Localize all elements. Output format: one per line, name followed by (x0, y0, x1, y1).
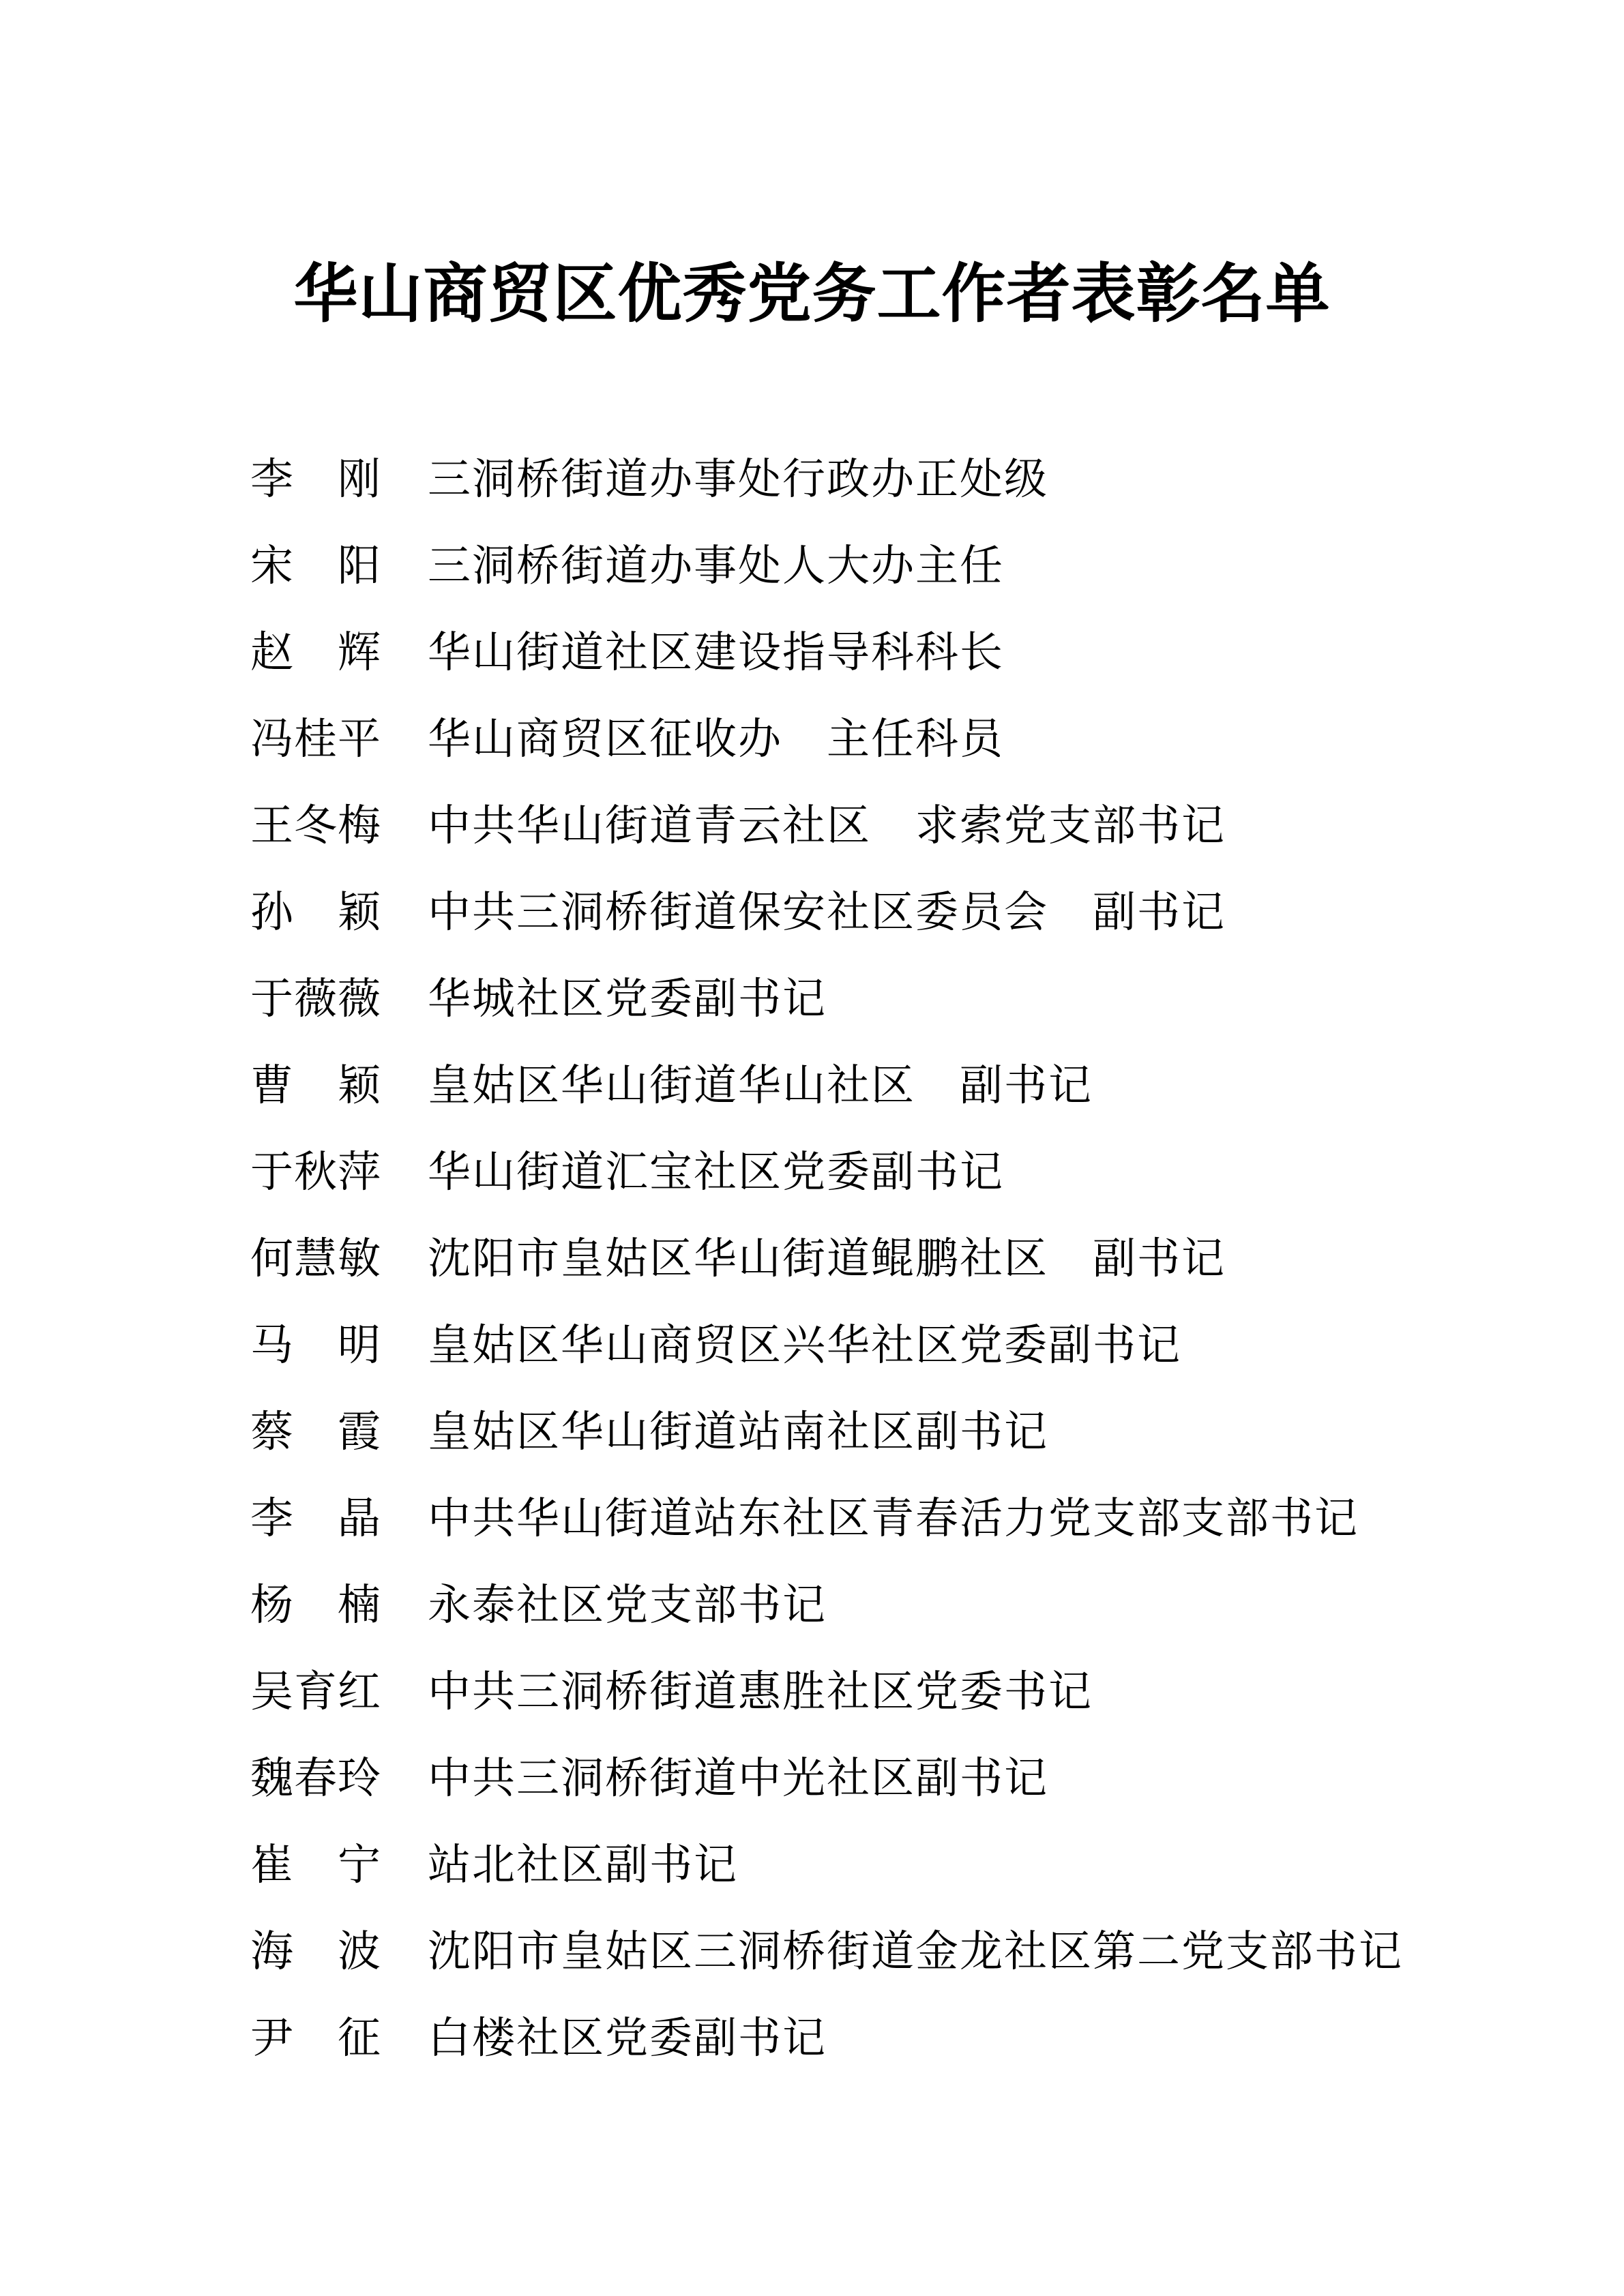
list-item (250, 1216, 1515, 1302)
person-position: 中共三洞桥街道保安社区委员会 副书记 (428, 889, 1226, 936)
person-position: 中共三洞桥街道惠胜社区党委书记 (428, 1668, 1093, 1716)
list-item (250, 523, 1515, 610)
person-name: 吴育红 (250, 1668, 381, 1716)
person-position: 华山街道汇宝社区党委副书记 (428, 1148, 1004, 1196)
person-name: 赵 辉 (250, 629, 381, 676)
list-item (250, 1995, 1515, 2082)
person-name: 于秋萍 (250, 1148, 381, 1196)
list-item (250, 1909, 1515, 1995)
person-name: 李 晶 (250, 1495, 381, 1542)
person-position: 站北社区副书记 (428, 1841, 738, 1889)
list-item (250, 1129, 1515, 1216)
person-position: 沈阳市皇姑区华山街道鲲鹏社区 副书记 (428, 1235, 1226, 1283)
person-position: 华山街道社区建设指导科科长 (428, 629, 1004, 676)
list-item (250, 1302, 1515, 1389)
person-name: 于薇薇 (250, 975, 381, 1023)
person-position: 中共华山街道站东社区青春活力党支部支部书记 (428, 1495, 1359, 1542)
person-position: 皇姑区华山街道华山社区 副书记 (428, 1062, 1093, 1109)
person-name: 曹 颖 (250, 1062, 381, 1109)
person-name: 王冬梅 (250, 802, 381, 850)
person-position: 华山商贸区征收办 主任科员 (428, 715, 1004, 763)
person-position: 中共华山街道青云社区 求索党支部书记 (428, 802, 1226, 850)
person-name: 孙 颖 (250, 889, 381, 936)
person-position: 中共三洞桥街道中光社区副书记 (428, 1755, 1048, 1802)
list-item (250, 1043, 1515, 1129)
person-position: 皇姑区华山商贸区兴华社区党委副书记 (428, 1322, 1181, 1369)
person-name: 尹 征 (250, 2014, 381, 2062)
person-position: 皇姑区华山街道站南社区副书记 (428, 1408, 1048, 1456)
person-position: 永泰社区党支部书记 (428, 1581, 827, 1629)
list-item (250, 783, 1515, 869)
list-item (250, 1562, 1515, 1649)
list-item (250, 1735, 1515, 1822)
list-item (250, 1649, 1515, 1735)
person-position: 沈阳市皇姑区三洞桥街道金龙社区第二党支部书记 (428, 1928, 1403, 1976)
person-name: 魏春玲 (250, 1755, 381, 1802)
list-item (250, 436, 1515, 523)
person-name: 崔 宁 (250, 1841, 381, 1889)
person-name: 马 明 (250, 1322, 381, 1369)
award-list (250, 436, 1515, 2082)
person-name: 何慧敏 (250, 1235, 381, 1283)
list-item (250, 1822, 1515, 1909)
person-position: 三洞桥街道办事处行政办正处级 (428, 456, 1048, 503)
person-name: 冯桂平 (250, 715, 381, 763)
list-item (250, 1389, 1515, 1476)
list-item (250, 869, 1515, 956)
list-item (250, 610, 1515, 696)
person-name: 海 波 (250, 1928, 381, 1976)
person-name: 杨 楠 (250, 1581, 381, 1629)
list-item (250, 1476, 1515, 1562)
person-name: 宋 阳 (250, 542, 381, 590)
person-position: 华城社区党委副书记 (428, 975, 827, 1023)
person-position: 白楼社区党委副书记 (428, 2014, 827, 2062)
list-item (250, 956, 1515, 1043)
person-name: 蔡 霞 (250, 1408, 381, 1456)
list-item (250, 696, 1515, 783)
person-name: 李 刚 (250, 456, 381, 503)
page-title: 华山商贸区优秀党务工作者表彰名单 (293, 259, 1331, 330)
person-position: 三洞桥街道办事处人大办主任 (428, 542, 1004, 590)
